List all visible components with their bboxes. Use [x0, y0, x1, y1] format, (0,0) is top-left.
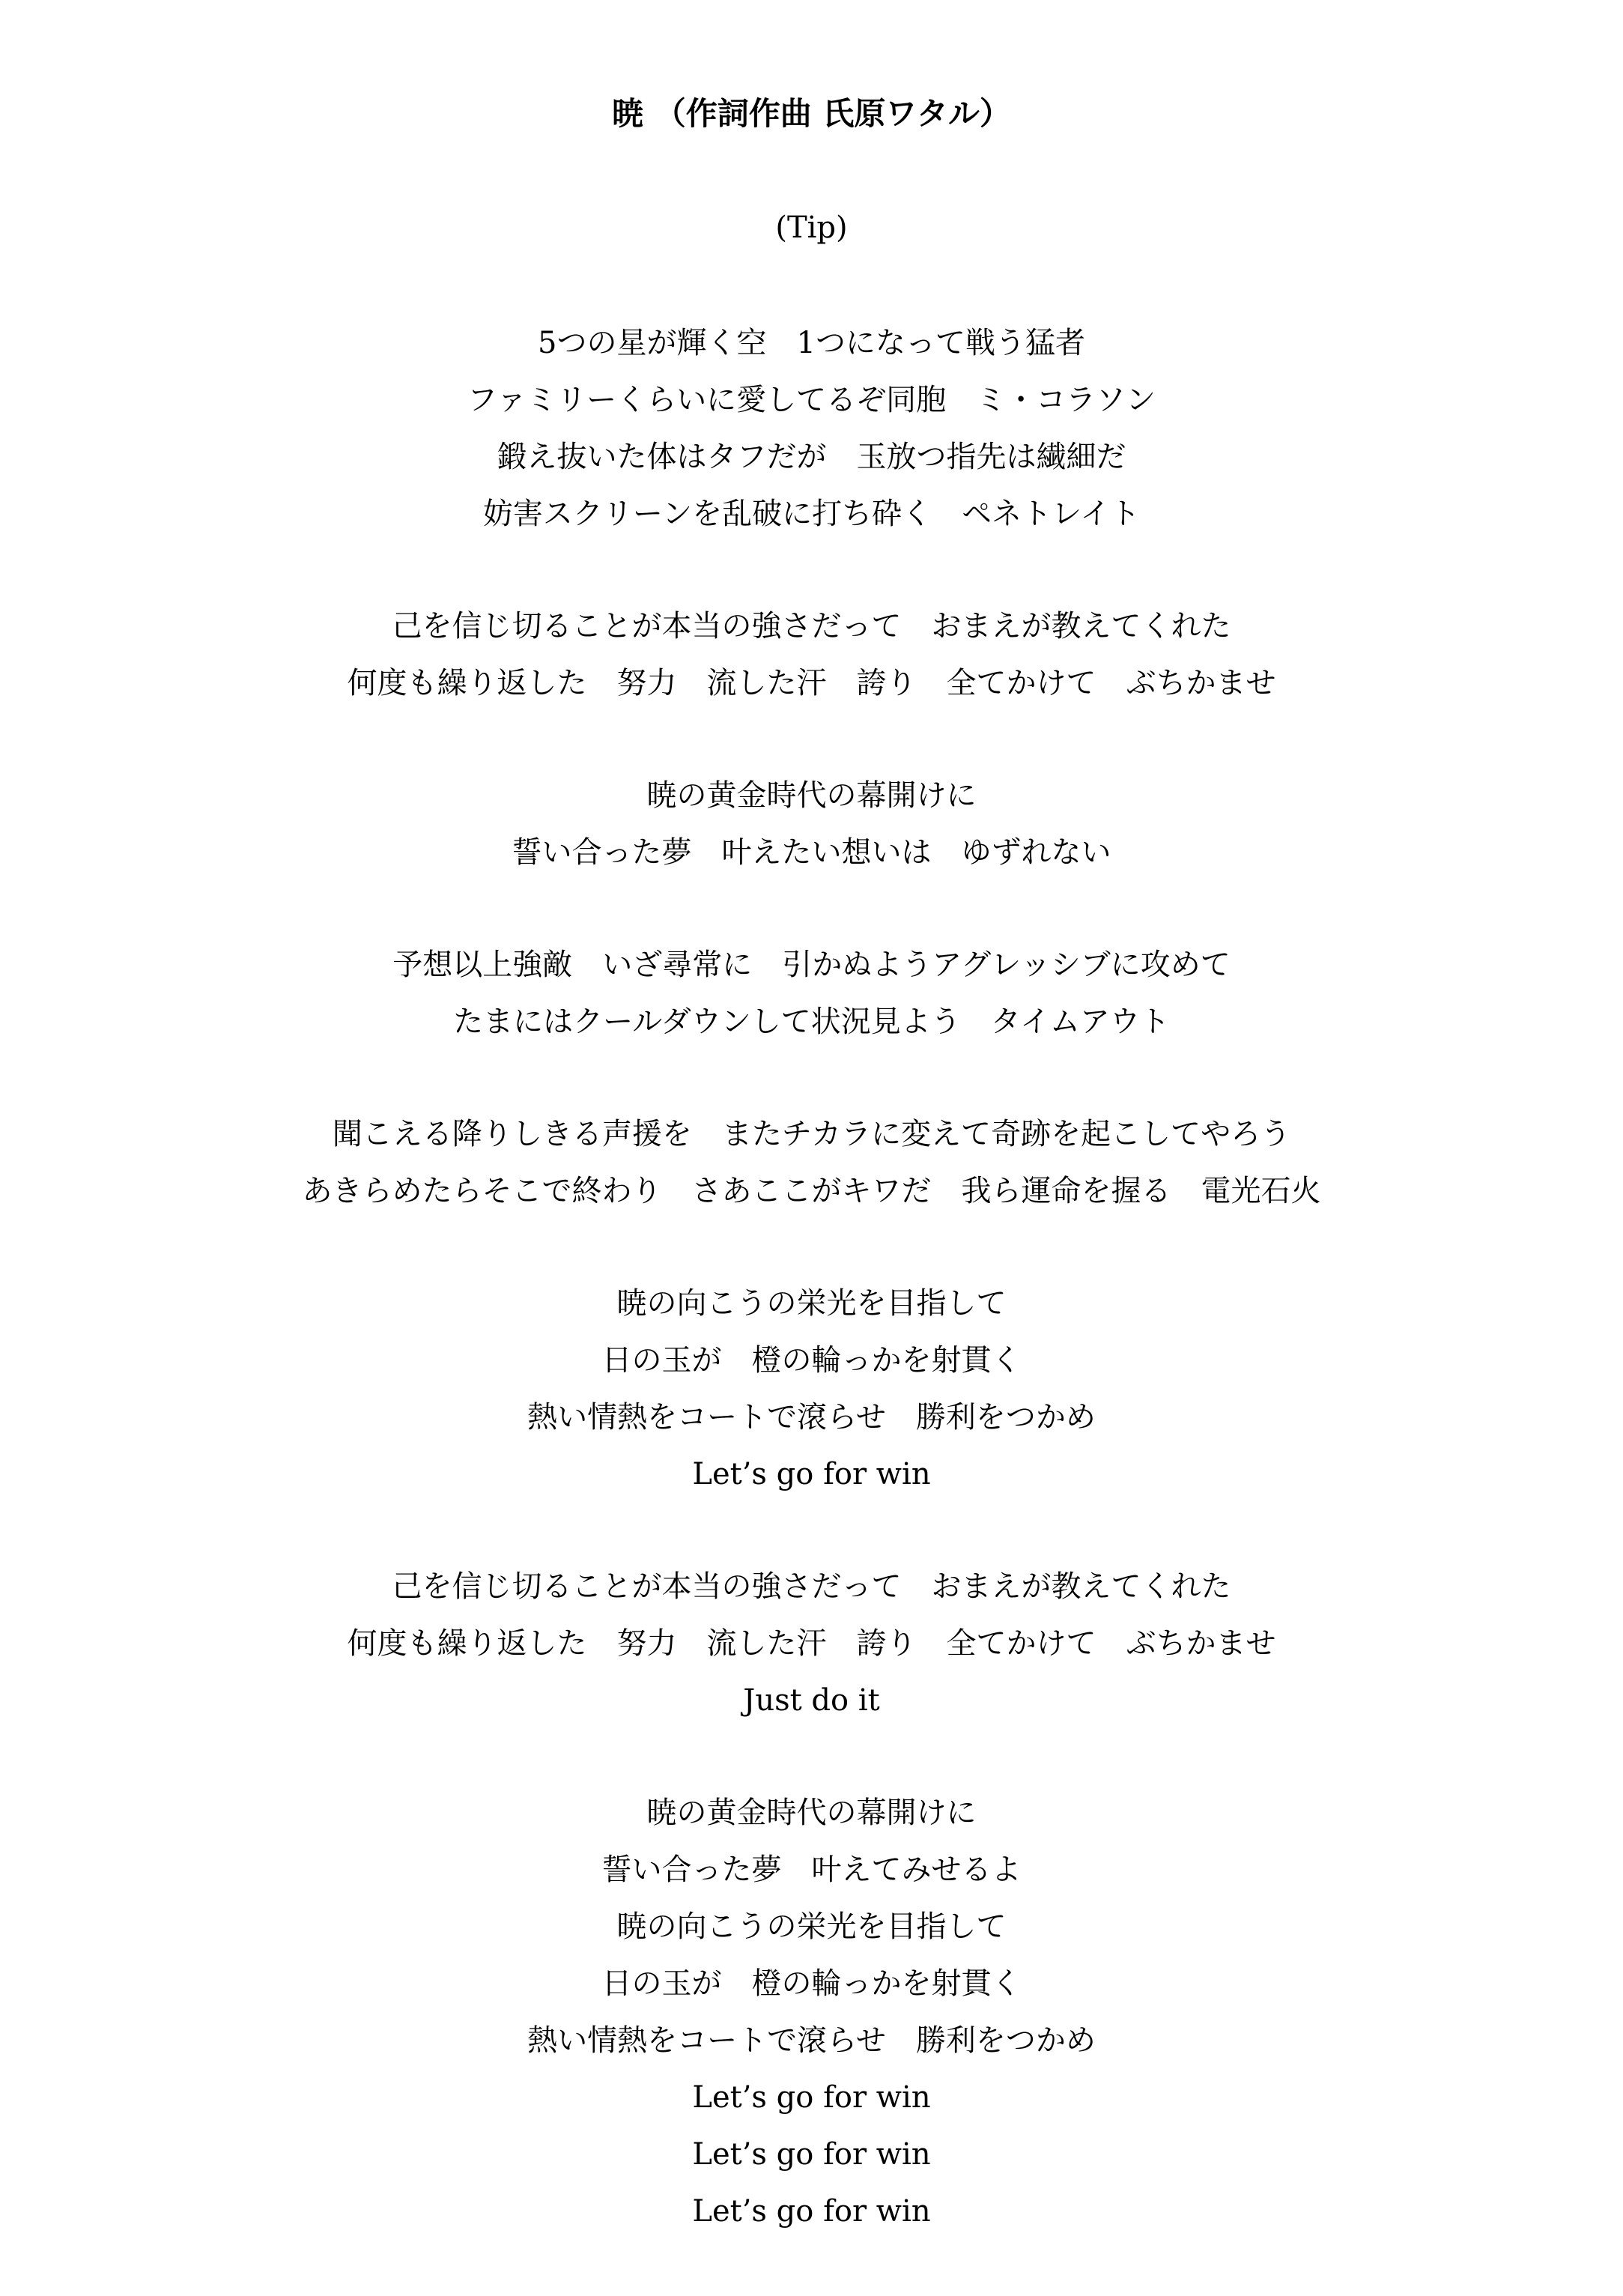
lyric-line: 予想以上強敵 いざ尋常に 引かぬようアグレッシブに攻めて: [392, 948, 1231, 982]
lyric-stanza: [0, 315, 1623, 542]
lyric-line: 日の玉が 橙の輪っかを射貫く: [601, 1966, 1022, 2001]
lyric-line: 日の玉が 橙の輪っかを射貫く: [601, 1343, 1022, 1378]
lyric-line: 鍛え抜いた体はタフだが 玉放つ指先は繊細だ: [497, 440, 1126, 474]
lyric-line: 妨害スクリーンを乱破に打ち砕く ペネトレイト: [482, 497, 1141, 531]
lyric-line: 誓い合った夢 叶えてみせるよ: [601, 1853, 1022, 1887]
lyric-line: Let’s go for win: [692, 2194, 931, 2229]
lyric-line: 5つの星が輝く空 1つになって戦う猛者: [538, 326, 1085, 360]
lyric-line: 暁の向こうの栄光を目指して: [616, 1286, 1007, 1321]
lyric-line: たまにはクールダウンして状況見よう タイムアウト: [453, 1005, 1170, 1039]
lyric-line: 熱い情熱をコートで滾らせ 勝利をつかめ: [527, 1400, 1096, 1435]
lyric-line: 聞こえる降りしきる声援を またチカラに変えて奇跡を起こしてやろう: [332, 1117, 1291, 1151]
lyric-line: 暁の黄金時代の幕開けに: [646, 1796, 977, 1830]
lyric-line: 何度も繰り返した 努力 流した汗 誇り 全てかけて ぶちかませ: [347, 666, 1276, 700]
lyric-stanza: [0, 1106, 1623, 1220]
lyric-stanza: [0, 1275, 1623, 1503]
lyric-line: 熱い情熱をコートで滾らせ 勝利をつかめ: [527, 2023, 1096, 2058]
song-subtitle: (Tip): [775, 210, 848, 245]
lyric-stanza: [0, 1784, 1623, 2240]
lyric-line: Just do it: [743, 1683, 880, 1718]
lyric-stanza: [0, 1558, 1623, 1729]
lyric-line: Let’s go for win: [692, 2137, 931, 2172]
lyric-line: 暁の黄金時代の幕開けに: [646, 778, 977, 813]
lyric-line: Let’s go for win: [692, 1457, 931, 1491]
lyric-line: 何度も繰り返した 努力 流した汗 誇り 全てかけて ぶちかませ: [347, 1626, 1276, 1661]
lyric-line: 己を信じ切ることが本当の強さだって おまえが教えてくれた: [392, 609, 1231, 643]
lyric-line: あきらめたらそこで終わり さあここがキワだ 我ら運命を握る 電光石火: [302, 1174, 1321, 1208]
lyric-line: Let’s go for win: [692, 2080, 931, 2115]
lyric-line: 誓い合った夢 叶えたい想いは ゆずれない: [512, 835, 1111, 870]
lyrics-body: [0, 315, 1623, 2295]
lyric-line: 己を信じ切ることが本当の強さだって おまえが教えてくれた: [392, 1569, 1231, 1604]
lyric-line: ファミリーくらいに愛してるぞ同胞 ミ・コラソン: [467, 383, 1156, 417]
lyric-stanza: [0, 936, 1623, 1050]
song-title: 暁 （作詞作曲 氏原ワタル）: [612, 95, 1011, 132]
lyric-stanza: [0, 598, 1623, 712]
lyric-stanza: [0, 767, 1623, 881]
lyric-line: 暁の向こうの栄光を目指して: [616, 1909, 1007, 1944]
